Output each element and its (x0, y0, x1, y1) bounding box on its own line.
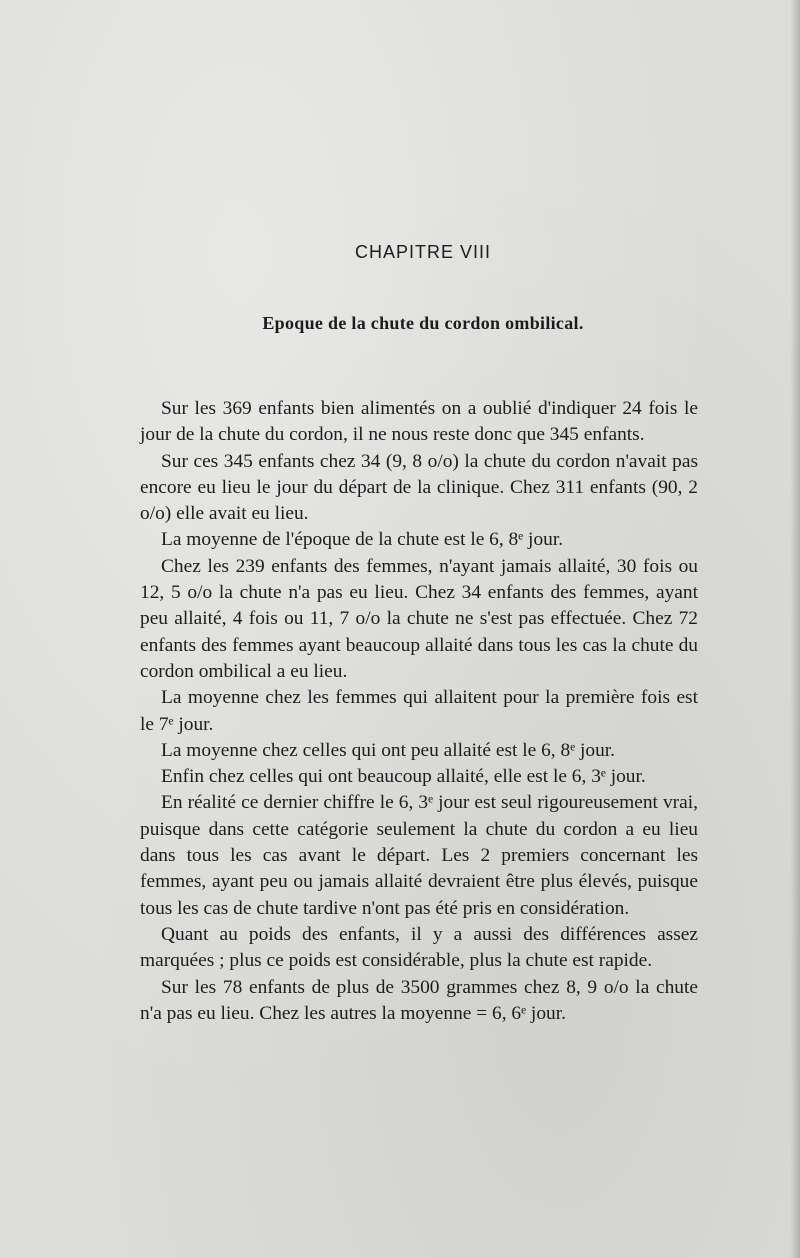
paragraph: Sur ces 345 enfants chez 34 (9, 8 o/o) la chute du cordon n'avait pas encore eu lieu le jour du départ de la clinique. Chez 311 enfants (90, 2 o/o) elle avait eu lieu. (140, 450, 698, 525)
paragraph: La moyenne chez celles qui ont peu allaité est le 6, 8ᵉ jour. (161, 739, 616, 761)
paragraph: Enfin chez celles qui ont beaucoup allaité, elle est le 6, 3ᵉ jour. (161, 766, 646, 788)
paragraph: La moyenne de l'époque de la chute est le 6, 8ᵉ jour. (161, 529, 564, 551)
paragraph: En réalité ce dernier chiffre le 6, 3ᵉ jour est seul rigoureusement vrai, puisque dans cette catégorie seulement la chute du cordon a eu lieu dans tous les cas avant le départ. Les 2 premiers concernant les femmes, ayant peu ou jamais allaité devraient être plus élevés, puisque tous les cas de chute tardive n'ont pas été pris en considération. (140, 792, 698, 919)
paragraph: Quant au poids des enfants, il y a aussi des différences assez marquées ; plus ce poids est considérable, plus la chute est rapide. (140, 923, 698, 972)
chapter-subtitle: Epoque de la chute du cordon ombilical. (262, 313, 584, 333)
chapter-heading: CHAPITRE VIII (354, 242, 492, 262)
paragraph: Sur les 369 enfants bien alimentés on a oublié d'indiquer 24 fois le jour de la chute du cordon, il ne nous reste donc que 345 enfants. (140, 398, 698, 446)
paragraph: La moyenne chez les femmes qui allaitent pour la première fois est le 7ᵉ jour. (140, 687, 698, 735)
body-text (140, 396, 698, 1027)
paragraph: Sur les 78 enfants de plus de 3500 grammes chez 8, 9 o/o la chute n'a pas eu lieu. Chez les autres la moyenne = 6, 6ᵉ jour. (140, 976, 698, 1024)
paragraph: Chez les 239 enfants des femmes, n'ayant jamais allaité, 30 fois ou 12, 5 o/o la chute n'a pas eu lieu. Chez 34 enfants des femmes, ayant peu allaité, 4 fois ou 11, 7 o/o la chute ne s'est pas effectuée. Chez 72 enfants des femmes ayant beaucoup allaité dans tous les cas la chute du cordon ombilical a eu lieu. (140, 555, 698, 682)
page-edge-shadow (790, 0, 800, 1258)
